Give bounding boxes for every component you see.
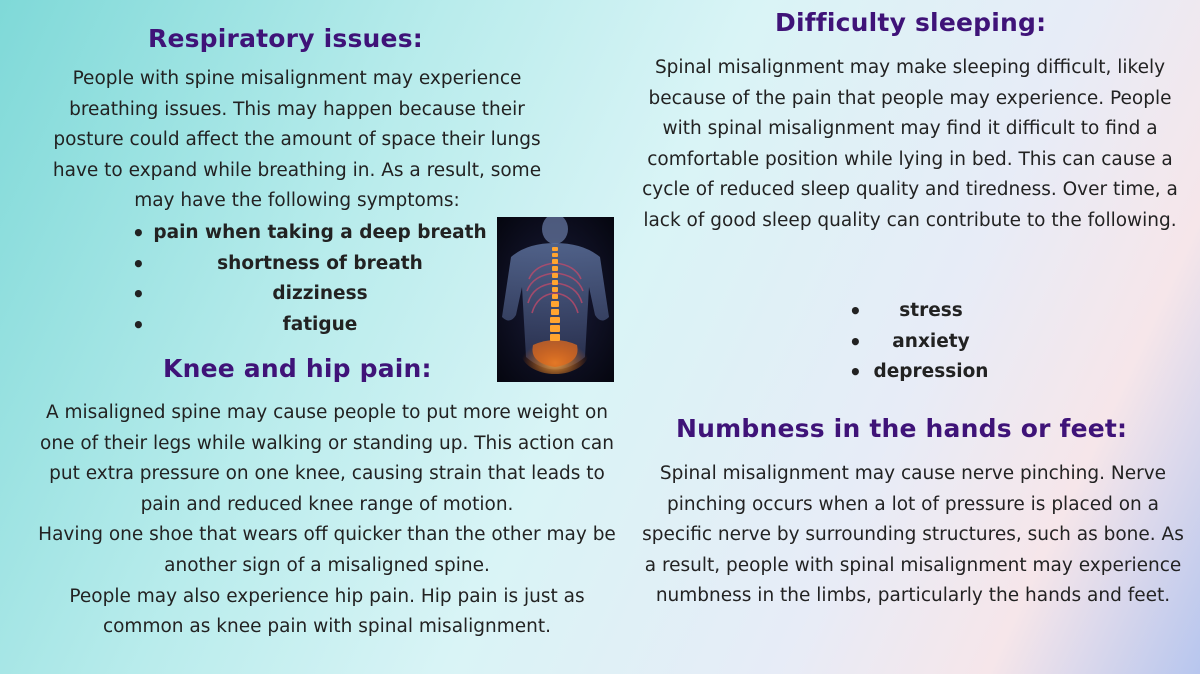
respiratory-symptom-list: [130, 218, 490, 340]
list-item: • depression: [846, 357, 996, 388]
list-item: • anxiety: [846, 327, 996, 358]
bullet-icon: •: [132, 251, 145, 276]
bullet-icon: •: [849, 329, 862, 354]
sleeping-effects-list: [846, 296, 996, 388]
list-item: • fatigue: [130, 310, 490, 341]
sleeping-body: Spinal misalignment may make sleeping difficult, likely because of the pain that people may experience. People with spinal misalignment may find it difficult to find a comfortable position while lying in bed. This can cause a cycle of reduced sleep quality and tiredness. Over time, a lack of good sleep quality can contribute to the following.: [642, 57, 1178, 231]
numbness-body: Spinal misalignment may cause nerve pinching. Nerve pinching occurs when a lot of pressure is placed on a specific nerve by surrounding structures, such as bone. As a result, people with spinal misalignment may experience numbness in the limbs, particularly the hands and feet.: [642, 463, 1184, 607]
list-item: • pain when taking a deep breath: [130, 218, 490, 249]
respiratory-heading: Respiratory issues:: [148, 24, 423, 53]
bullet-icon: •: [132, 221, 145, 245]
knee-hip-paragraph: Having one shoe that wears off quicker than the other may be another sign of a misaligned spine.: [38, 524, 616, 576]
respiratory-body: People with spine misalignment may experience breathing issues. This may happen because their posture could affect the amount of space their lungs have to expand while breathing in. As a result, some may have the following symptoms:: [52, 68, 542, 212]
bullet-icon: •: [849, 299, 862, 323]
knee-hip-paragraph: A misaligned spine may cause people to put more weight on one of their legs while walking or standing up. This action can put extra pressure on one knee, causing strain that leads to pain and reduced knee range of motion.: [40, 402, 614, 515]
bullet-icon: •: [132, 282, 145, 307]
list-item: • shortness of breath: [130, 249, 490, 280]
knee-hip-heading: Knee and hip pain:: [163, 354, 432, 383]
numbness-heading: Numbness in the hands or feet:: [676, 414, 1128, 443]
spine-illustration: [497, 217, 614, 382]
sleeping-heading: Difficulty sleeping:: [775, 8, 1047, 37]
list-item: • stress: [846, 296, 996, 327]
bullet-icon: •: [132, 312, 145, 337]
bullet-icon: •: [849, 360, 862, 385]
list-item: • dizziness: [130, 279, 490, 310]
knee-hip-paragraph: People may also experience hip pain. Hip pain is just as common as knee pain with spinal misalignment.: [69, 585, 585, 638]
knee-hip-body: [30, 398, 624, 643]
